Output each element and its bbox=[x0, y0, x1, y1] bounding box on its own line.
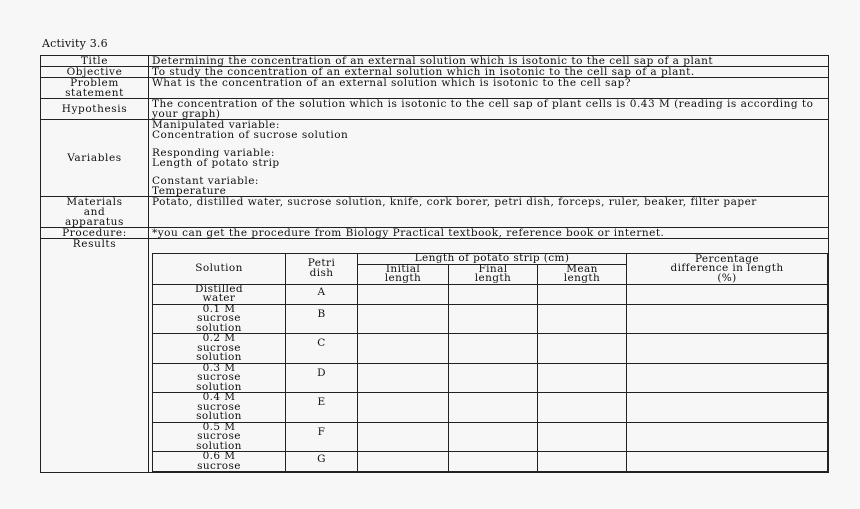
initial-length-cell bbox=[358, 363, 449, 393]
title-row bbox=[41, 56, 829, 67]
dish-cell: A bbox=[286, 284, 358, 304]
petri-header-line1: Petri bbox=[307, 257, 336, 270]
initial-length-header bbox=[358, 264, 449, 284]
procedure-label: Procedure: bbox=[41, 228, 149, 239]
constant-value: Temperature bbox=[152, 185, 227, 197]
solution-line1: 0.1 M bbox=[202, 302, 236, 315]
table-row bbox=[153, 452, 828, 472]
solution-line1: 0.3 M bbox=[202, 361, 236, 374]
petri-dish-header bbox=[286, 254, 358, 285]
initial-header-line2: length bbox=[384, 272, 422, 284]
table-row bbox=[153, 284, 828, 304]
pct-header-line1: Percentage bbox=[694, 252, 760, 265]
title-text: Determining the concentration of an external solution which is isotonic to the cell sap of a plant bbox=[149, 56, 829, 67]
solution-line3: solution bbox=[196, 380, 242, 393]
hypothesis-row bbox=[41, 99, 829, 120]
materials-label-line3: apparatus bbox=[64, 216, 124, 228]
solution-cell bbox=[153, 393, 286, 423]
percentage-header bbox=[627, 254, 828, 285]
solution-line2: sucrose bbox=[197, 459, 241, 472]
percentage-cell bbox=[627, 422, 828, 452]
materials-label-line1: Materials bbox=[66, 196, 123, 208]
results-table bbox=[152, 253, 828, 472]
activity-heading: Activity 3.6 bbox=[42, 37, 108, 50]
objective-text: To study the concentration of an external solution which in isotonic to the cell sap of a plant. bbox=[149, 67, 829, 78]
solution-line2: sucrose bbox=[197, 430, 241, 442]
mean-header-line2: length bbox=[563, 272, 601, 284]
mean-length-cell bbox=[538, 363, 627, 393]
solution-line1: Distilled bbox=[195, 282, 243, 295]
table-row bbox=[153, 334, 828, 364]
petri-header-line2: dish bbox=[309, 266, 334, 279]
activity-table bbox=[40, 55, 829, 473]
results-content bbox=[149, 239, 829, 473]
dish-cell: D bbox=[286, 363, 358, 393]
title-label: Title bbox=[41, 56, 149, 67]
constant-heading: Constant variable: bbox=[152, 175, 259, 187]
final-header-line2: length bbox=[474, 272, 512, 284]
mean-length-cell bbox=[538, 334, 627, 364]
solution-line3: solution bbox=[196, 351, 242, 363]
mean-length-cell bbox=[538, 452, 627, 472]
final-length-cell bbox=[449, 452, 538, 472]
materials-label-line2: and bbox=[83, 206, 106, 218]
variables-row bbox=[41, 120, 829, 197]
final-length-cell bbox=[449, 393, 538, 423]
final-length-cell bbox=[449, 363, 538, 393]
solution-line3: solution bbox=[196, 410, 242, 422]
initial-length-cell bbox=[358, 422, 449, 452]
materials-row bbox=[41, 197, 829, 228]
manipulated-value: Concentration of sucrose solution bbox=[152, 129, 349, 141]
percentage-cell bbox=[627, 452, 828, 472]
problem-text: What is the concentration of an external solution which is isotonic to the cell sap? bbox=[149, 78, 829, 99]
solution-line2: sucrose bbox=[197, 371, 241, 383]
mean-length-cell bbox=[538, 304, 627, 334]
final-length-cell bbox=[449, 422, 538, 452]
dish-cell: C bbox=[286, 334, 358, 364]
initial-length-cell bbox=[358, 304, 449, 334]
solution-line1: 0.5 M bbox=[202, 420, 236, 433]
length-group-header: Length of potato strip (cm) bbox=[358, 254, 627, 265]
solution-cell bbox=[153, 334, 286, 364]
objective-label: Objective bbox=[41, 67, 149, 78]
dish-cell: E bbox=[286, 393, 358, 423]
solution-header: Solution bbox=[153, 254, 286, 285]
final-length-cell bbox=[449, 304, 538, 334]
dish-cell: F bbox=[286, 422, 358, 452]
solution-line1: 0.4 M bbox=[202, 391, 236, 403]
manipulated-heading: Manipulated variable: bbox=[152, 119, 280, 131]
solution-line3: solution bbox=[196, 439, 242, 452]
procedure-text: *you can get the procedure from Biology Practical textbook, reference book or internet. bbox=[149, 228, 829, 239]
mean-length-cell bbox=[538, 284, 627, 304]
materials-label bbox=[41, 197, 149, 228]
results-row bbox=[41, 239, 829, 473]
objective-row bbox=[41, 67, 829, 78]
variables-content bbox=[149, 120, 829, 197]
final-length-header bbox=[449, 264, 538, 284]
solution-cell bbox=[153, 284, 286, 304]
percentage-cell bbox=[627, 334, 828, 364]
solution-line2: sucrose bbox=[197, 341, 241, 354]
solution-line2: water bbox=[202, 292, 236, 304]
percentage-cell bbox=[627, 284, 828, 304]
hypothesis-text: The concentration of the solution which is isotonic to the cell sap of plant cells is 0.43 M (reading is according to your graph) bbox=[149, 99, 829, 120]
solution-line1: 0.6 M bbox=[202, 450, 236, 462]
solution-cell bbox=[153, 452, 286, 472]
table-row bbox=[153, 422, 828, 452]
problem-label-line2: statement bbox=[65, 87, 124, 99]
pct-header-line3: (%) bbox=[717, 271, 737, 284]
hypothesis-label: Hypothesis bbox=[41, 99, 149, 120]
percentage-cell bbox=[627, 393, 828, 423]
responding-heading: Responding variable: bbox=[152, 147, 275, 159]
initial-length-cell bbox=[358, 452, 449, 472]
responding-value: Length of potato strip bbox=[152, 157, 280, 169]
variables-label: Variables bbox=[41, 120, 149, 197]
mean-header-line1: Mean bbox=[566, 262, 598, 275]
mean-length-cell bbox=[538, 393, 627, 423]
initial-length-cell bbox=[358, 334, 449, 364]
solution-cell bbox=[153, 304, 286, 334]
problem-label-line1: Problem bbox=[70, 77, 119, 89]
pct-header-line2: difference in length bbox=[670, 262, 784, 274]
percentage-cell bbox=[627, 304, 828, 334]
initial-header-line1: Initial bbox=[385, 262, 421, 275]
solution-cell bbox=[153, 422, 286, 452]
solution-line1: 0.2 M bbox=[202, 332, 236, 344]
results-label: Results bbox=[41, 239, 149, 473]
mean-length-header bbox=[538, 264, 627, 284]
materials-text: Potato, distilled water, sucrose solution, knife, cork borer, petri dish, forceps, ruler, beaker, filter paper bbox=[149, 197, 829, 228]
mean-length-cell bbox=[538, 422, 627, 452]
final-header-line1: Final bbox=[478, 262, 508, 275]
solution-cell bbox=[153, 363, 286, 393]
problem-label bbox=[41, 78, 149, 99]
table-row bbox=[153, 304, 828, 334]
dish-cell: G bbox=[286, 452, 358, 472]
final-length-cell bbox=[449, 334, 538, 364]
initial-length-cell bbox=[358, 393, 449, 423]
solution-line3: solution bbox=[196, 321, 242, 334]
table-row bbox=[153, 393, 828, 423]
problem-row bbox=[41, 78, 829, 99]
final-length-cell bbox=[449, 284, 538, 304]
table-row bbox=[153, 363, 828, 393]
solution-line2: sucrose bbox=[197, 312, 241, 324]
dish-cell: B bbox=[286, 304, 358, 334]
percentage-cell bbox=[627, 363, 828, 393]
initial-length-cell bbox=[358, 284, 449, 304]
solution-line2: sucrose bbox=[197, 400, 241, 413]
procedure-row bbox=[41, 228, 829, 239]
